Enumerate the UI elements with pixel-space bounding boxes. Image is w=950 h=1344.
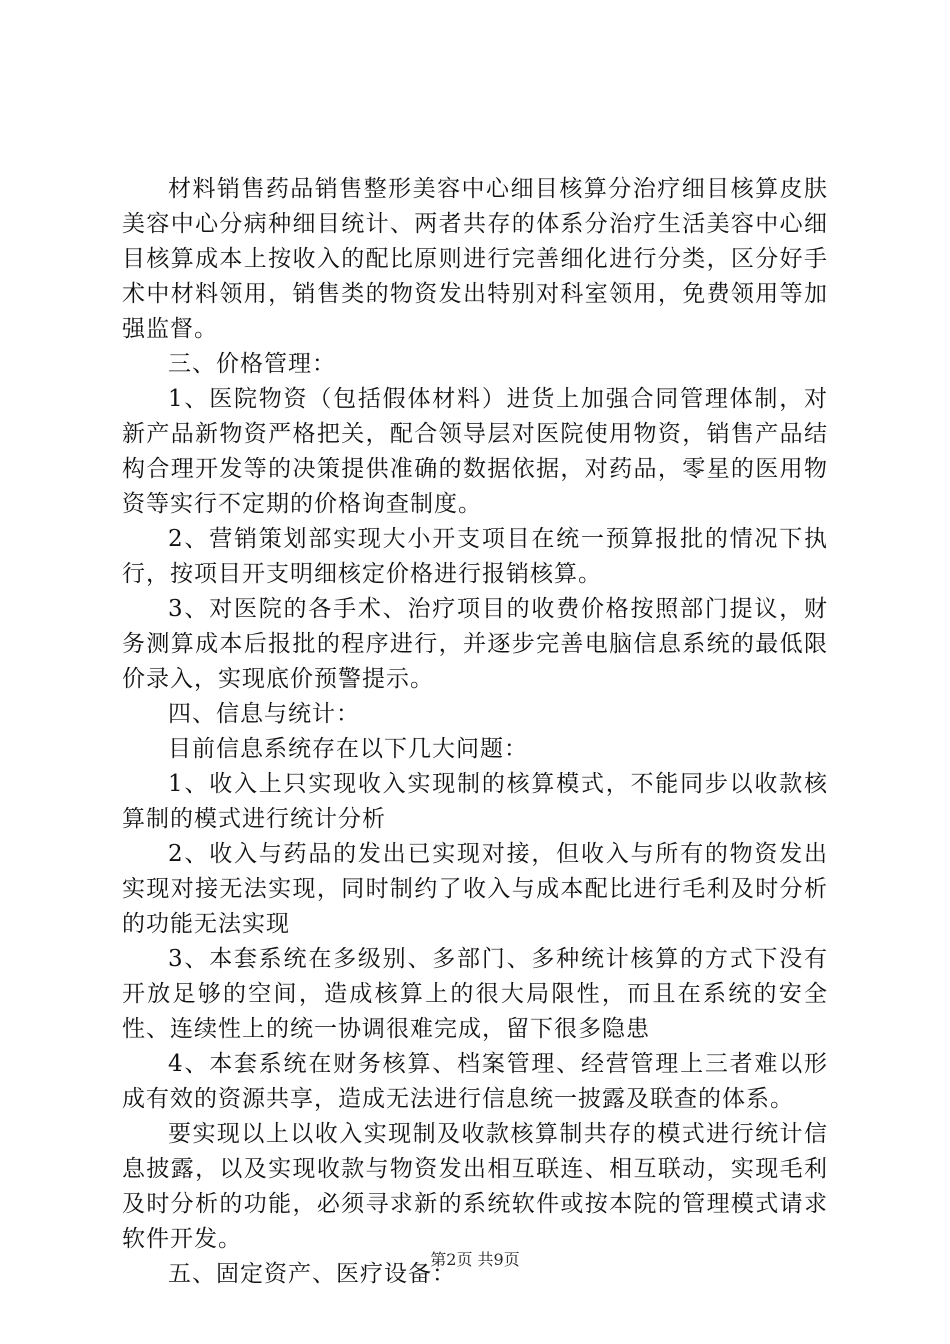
document-body [122,172,828,1292]
paragraph-price-item-1: 1、医院物资（包括假体材料）进货上加强合同管理体制，对新产品新物资严格把关，配合领导层对医院使用物资，销售产品结构合理开发等的决策提供准确的数据依据，对药品，零星的医用物资等实行不定期的价格询查制度。 [122,386,828,517]
paragraph-info-item-2: 2、收入与药品的发出已实现对接，但收入与所有的物资发出实现对接无法实现，同时制约了收入与成本配比进行毛利及时分析的功能无法实现 [122,841,828,937]
paragraph-info-item-1: 1、收入上只实现收入实现制的核算模式，不能同步以收款核算制的模式进行统计分析 [122,771,828,832]
paragraph-material-sales: 材料销售药品销售整形美容中心细目核算分治疗细目核算皮肤美容中心分病种细目统计、两者共存的体系分治疗生活美容中心细目核算成本上按收入的配比原则进行完善细化进行分类，区分好手术中材料领用，销售类的物资发出特别对科室领用，免费领用等加强监督。 [122,176,828,342]
paragraph-price-item-2: 2、营销策划部实现大小开支项目在统一预算报批的情况下执行，按项目开支明细核定价格进行报销核算。 [122,526,828,587]
page-footer: 第2页 共9页 [430,1250,520,1269]
section-heading-fixed-assets: 五、固定资产、医疗设备： [168,1261,456,1287]
paragraph-price-item-3: 3、对医院的各手术、治疗项目的收费价格按照部门提议，财务测算成本后报批的程序进行，并逐步完善电脑信息系统的最低限价录入，实现底价预警提示。 [122,596,828,692]
paragraph-info-conclusion: 要实现以上以收入实现制及收款核算制共存的模式进行统计信息披露，以及实现收款与物资发出相互联连、相互联动，实现毛利及时分析的功能，必须寻求新的系统软件或按本院的管理模式请求软件开发。 [122,1121,828,1252]
paragraph-info-item-4: 4、本套系统在财务核算、档案管理、经营管理上三者难以形成有效的资源共享，造成无法进行信息统一披露及联查的体系。 [122,1051,828,1112]
paragraph-info-intro: 目前信息系统存在以下几大问题： [168,736,528,762]
section-heading-info-statistics: 四、信息与统计： [168,701,360,727]
section-heading-price-management: 三、价格管理： [168,351,336,377]
paragraph-info-item-3: 3、本套系统在多级别、多部门、多种统计核算的方式下没有开放足够的空间，造成核算上的很大局限性，而且在系统的安全性、连续性上的统一协调很难完成，留下很多隐患 [122,946,828,1042]
